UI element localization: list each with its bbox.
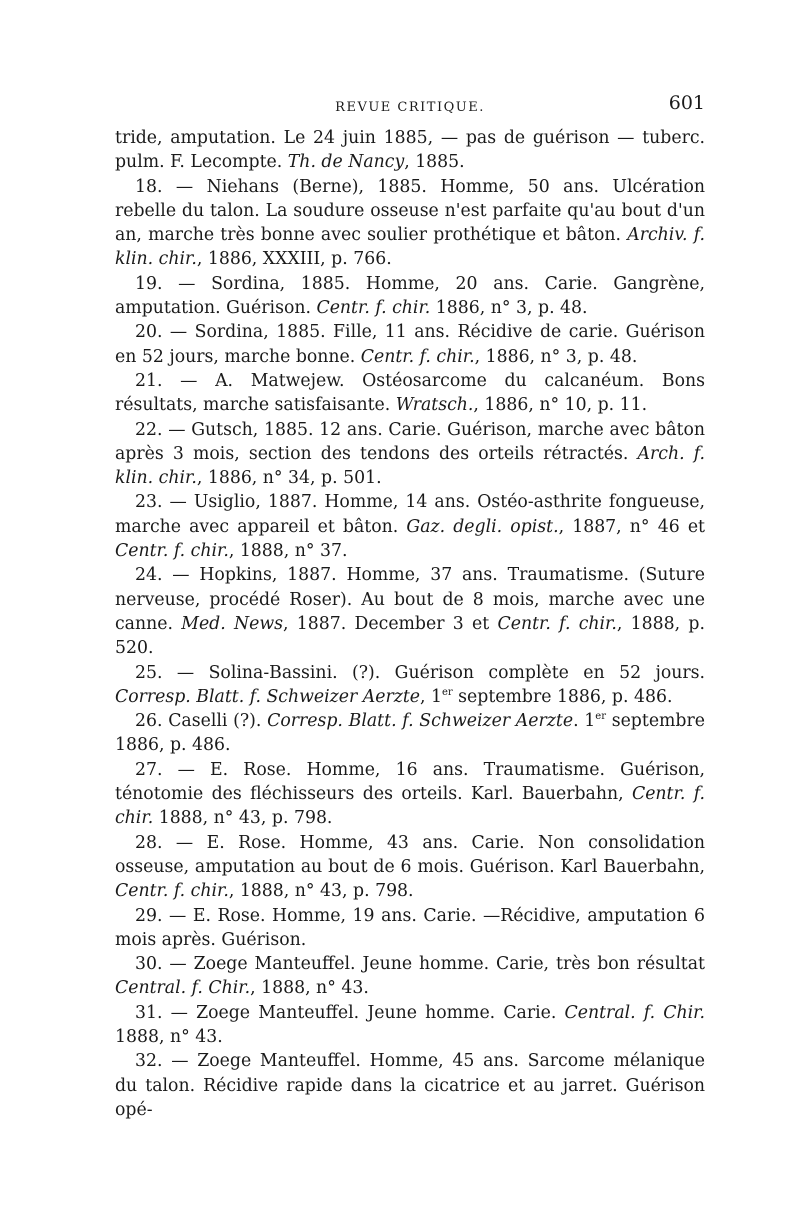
paragraph bbox=[115, 369, 705, 418]
citation-text: Med. News bbox=[181, 613, 284, 634]
text-run: , 1888, n° 37. bbox=[228, 541, 348, 562]
text-run: , 1885. bbox=[404, 152, 465, 173]
superscript: er bbox=[595, 711, 606, 723]
paragraph bbox=[115, 490, 705, 563]
paragraph bbox=[115, 952, 705, 1001]
paragraph bbox=[115, 126, 705, 175]
paragraph bbox=[115, 563, 705, 660]
text-run: 1888, n° 43. bbox=[115, 1026, 223, 1047]
running-head: REVUE CRITIQUE. bbox=[335, 100, 485, 115]
paragraph bbox=[115, 418, 705, 491]
citation-text: Central. f. Chir. bbox=[564, 1002, 705, 1023]
citation-text: Arch. f. klin. chir. bbox=[115, 443, 705, 489]
paragraph bbox=[115, 1049, 705, 1122]
paragraph bbox=[115, 758, 705, 831]
citation-text: Archiv. f. klin. chir. bbox=[115, 225, 705, 270]
text-run: , 1886, n° 3, p. 48. bbox=[474, 346, 638, 367]
paragraph bbox=[115, 320, 705, 369]
text-run: 27. — E. Rose. Homme, 16 ans. Traumatisme. Guérison, ténotomie des fléchisseurs des orteils. Karl. Bauerbahn, bbox=[115, 759, 705, 805]
text-run: , 1887, n° 46 et bbox=[558, 516, 705, 537]
citation-text: Central. f. Chir. bbox=[115, 978, 251, 999]
text-run: 25. — Solina-Bassini. (?). Guérison complète en 52 jours. bbox=[135, 662, 705, 683]
text-run: 29. — E. Rose. Homme, 19 ans. Carie. —Récidive, amputation 6 mois après. Guérison. bbox=[115, 905, 705, 950]
text-run: 23. — Usiglio, 1887. Homme, 14 ans. Ostéo-asthrite fongueuse, marche avec appareil et bâton. bbox=[115, 492, 705, 537]
text-run: 22. — Gutsch, 1885. 12 ans. Carie. Guérison, marche avec bâton après 3 mois, section des tendons des orteils rétractés. bbox=[115, 419, 705, 464]
text-run: , 1888, n° 43, p. 798. bbox=[228, 881, 414, 902]
text-run: 19. — Sordina, 1885. Homme, 20 ans. Carie. Gangrène, amputation. Guérison. bbox=[115, 273, 705, 319]
paragraph bbox=[115, 904, 705, 953]
text-run: , 1886, n° 34, p. 501. bbox=[196, 468, 382, 489]
citation-text: Centr. f. chir. bbox=[115, 881, 229, 902]
citation-text: Th. de Nancy bbox=[287, 152, 405, 173]
citation-text: Gaz. degli. opist. bbox=[406, 516, 559, 537]
text-run: septembre 1886, p. 486. bbox=[452, 686, 673, 707]
text-body bbox=[115, 126, 705, 1122]
text-run: 1888, n° 43, p. 798. bbox=[153, 808, 333, 829]
text-run: 31. — Zoege Manteuffel. Jeune homme. Carie. bbox=[135, 1002, 565, 1023]
paragraph bbox=[115, 831, 705, 904]
text-run: 32. — Zoege Manteuffel. Homme, 45 ans. Sarcome mélanique du talon. Récidive rapide dans la cicatrice et au jarret. Guérison opé- bbox=[115, 1051, 705, 1120]
text-run: , 1886, n° 10, p. 11. bbox=[473, 395, 648, 416]
text-run: , 1888, p. 520. bbox=[115, 613, 705, 659]
citation-text: Centr. f. chir. bbox=[360, 346, 475, 367]
text-run: septembre 1886, p. 486. bbox=[115, 711, 705, 756]
text-run: . 1 bbox=[573, 711, 596, 732]
text-run: , 1887. December 3 et bbox=[283, 613, 498, 634]
citation-text: Centr. f. chir. bbox=[497, 613, 617, 634]
text-run: 1886, n° 3, p. 48. bbox=[430, 298, 588, 319]
superscript: er bbox=[441, 687, 453, 699]
page-number: 601 bbox=[668, 92, 705, 114]
citation-text: Corresp. Blatt. f. Schweizer Aerzte bbox=[115, 686, 420, 707]
paragraph bbox=[115, 709, 705, 758]
text-run: 18. — Niehans (Berne), 1885. Homme, 50 ans. Ulcération rebelle du talon. La soudure osseuse n'est parfaite qu'au bout d'un an, marche très bonne avec soulier prothétique et bâton. bbox=[115, 176, 705, 246]
text-run: , 1 bbox=[420, 686, 442, 707]
citation-text: Centr. f. chir. bbox=[115, 541, 229, 562]
paragraph bbox=[115, 1001, 705, 1050]
page-header bbox=[115, 92, 705, 126]
citation-text: Wratsch. bbox=[395, 395, 474, 416]
document-page bbox=[115, 92, 705, 1122]
text-run: 20. — Sordina, 1885. Fille, 11 ans. Récidive de carie. Guérison en 52 jours, marche bonne. bbox=[115, 322, 705, 367]
text-run: 30. — Zoege Manteuffel. Jeune homme. Carie, très bon résultat bbox=[135, 954, 705, 975]
text-run: tride, amputation. Le 24 juin 1885, — pas de guérison — tuberc. pulm. F. Lecompte. bbox=[115, 128, 705, 173]
citation-text: Corresp. Blatt. f. Schweizer Aerzte bbox=[267, 711, 574, 732]
citation-text: Centr. f. chir. bbox=[316, 298, 431, 319]
text-run: 21. — A. Matwejew. Ostéosarcome du calcanéum. Bons résultats, marche satisfaisante. bbox=[115, 370, 705, 416]
paragraph bbox=[115, 175, 705, 272]
text-run: , 1888, n° 43. bbox=[250, 978, 369, 999]
paragraph bbox=[115, 272, 705, 321]
text-run: 28. — E. Rose. Homme, 43 ans. Carie. Non consolidation osseuse, amputation au bout de 6 mois. Guérison. Karl Bauerbahn, bbox=[115, 832, 705, 877]
text-run: 26. Caselli (?). bbox=[135, 711, 268, 732]
paragraph bbox=[115, 661, 705, 710]
text-run: 24. — Hopkins, 1887. Homme, 37 ans. Traumatisme. (Suture nerveuse, procédé Roser). Au bout de 8 mois, marche avec une canne. bbox=[115, 565, 705, 634]
text-run: , 1886, XXXIII, p. 766. bbox=[196, 249, 392, 270]
citation-text: Centr. f. chir. bbox=[115, 784, 705, 829]
